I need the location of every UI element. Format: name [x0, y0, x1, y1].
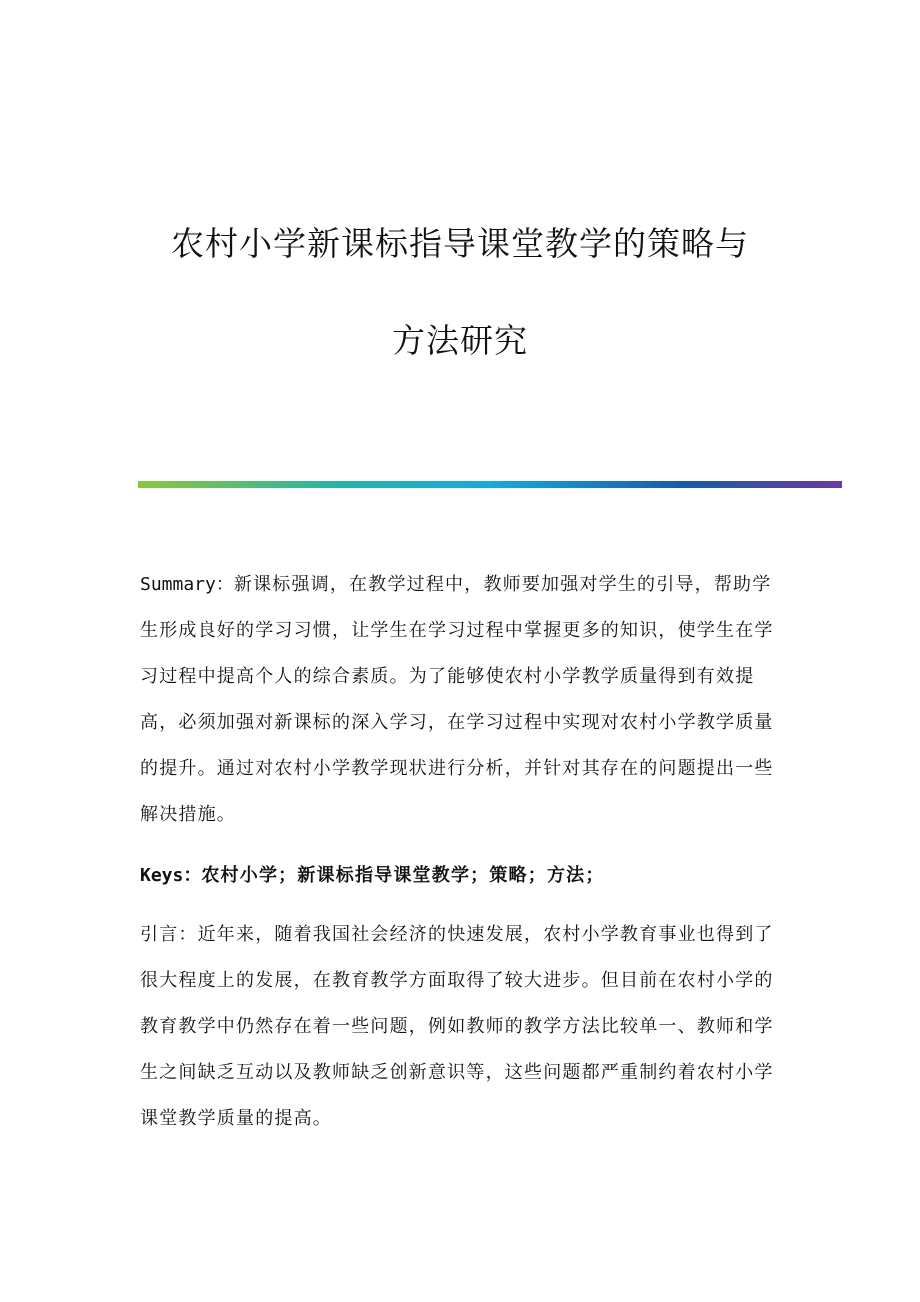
- keywords-paragraph: [140, 853, 776, 899]
- document-title-line-2: 方法研究: [392, 321, 528, 360]
- introduction-paragraph: [140, 912, 776, 1142]
- summary-text: 新课标强调，在教学过程中，教师要加强对学生的引导，帮助学生形成良好的学习习惯，让学生在学习过程中掌握更多的知识，使学生在学习过程中提高个人的综合素质。为了能够使农村小学教学质量得到有效提高，必须加强对新课标的深入学习，在学习过程中实现对农村小学教学质量的提升。通过对农村小学教学现状进行分析，并针对其存在的问题提出一些解决措施。: [140, 574, 774, 825]
- introduction-text: 近年来，随着我国社会经济的快速发展，农村小学教育事业也得到了很大程度上的发展，在教育教学方面取得了较大进步。但目前在农村小学的教育教学中仍然存在着一些问题，例如教师的教学方法比较单一、教师和学生之间缺乏互动以及教师缺乏创新意识等，这些问题都严重制约着农村小学课堂教学质量的提高。: [140, 924, 774, 1129]
- keywords-text: 农村小学；新课标指导课堂教学；策略；方法；: [201, 865, 605, 886]
- summary-label: Summary：: [140, 574, 234, 595]
- document-title-line-1: 农村小学新课标指导课堂教学的策略与: [171, 224, 749, 263]
- keywords-label: Keys：: [140, 865, 202, 886]
- summary-paragraph: [140, 562, 776, 838]
- title-divider: [138, 481, 842, 488]
- introduction-label: 引言：: [140, 924, 198, 945]
